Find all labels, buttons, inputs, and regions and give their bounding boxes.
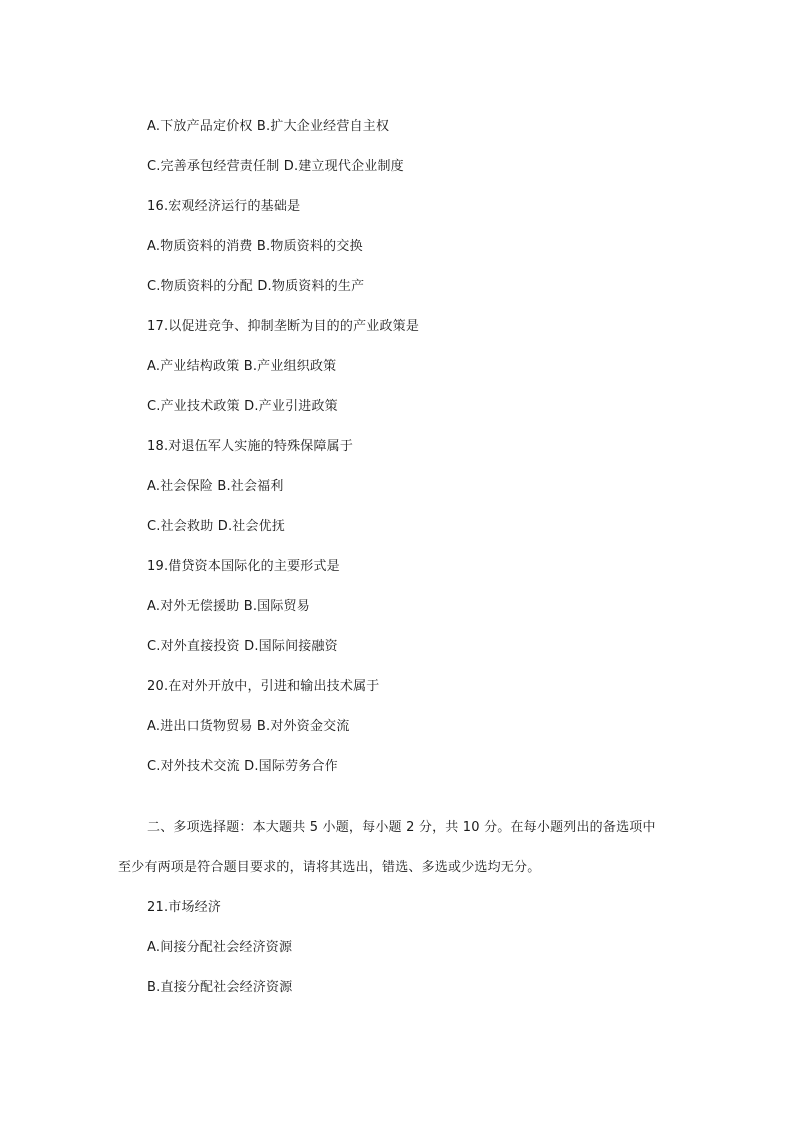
q17-stem: 17.以促进竞争、抑制垄断为目的的产业政策是 (147, 319, 420, 334)
q20-stem: 20.在对外开放中，引进和输出技术属于 (147, 679, 380, 694)
q18-stem: 18.对退伍军人实施的特殊保障属于 (147, 439, 354, 454)
q19-stem: 19.借贷资本国际化的主要形式是 (147, 559, 340, 574)
q19-options-ab: A.对外无偿援助 B.国际贸易 (147, 599, 310, 614)
q15-options-cd: C.完善承包经营责任制 D.建立现代企业制度 (147, 159, 404, 174)
q19-options-cd: C.对外直接投资 D.国际间接融资 (147, 639, 338, 654)
q21-option-a: A.间接分配社会经济资源 (147, 940, 293, 955)
q16-options-ab: A.物质资料的消费 B.物质资料的交换 (147, 239, 363, 254)
q18-options-cd: C.社会救助 D.社会优抚 (147, 519, 286, 534)
section2-heading-line2: 至少有两项是符合题目要求的，请将其选出，错选、多选或少选均无分。 (118, 860, 541, 875)
q17-options-cd: C.产业技术政策 D.产业引进政策 (147, 399, 338, 414)
q15-options-ab: A.下放产品定价权 B.扩大企业经营自主权 (147, 119, 390, 134)
q17-options-ab: A.产业结构政策 B.产业组织政策 (147, 359, 337, 374)
q16-options-cd: C.物质资料的分配 D.物质资料的生产 (147, 279, 365, 294)
q16-stem: 16.宏观经济运行的基础是 (147, 199, 301, 214)
q21-option-b: B.直接分配社会经济资源 (147, 980, 293, 995)
q18-options-ab: A.社会保险 B.社会福利 (147, 479, 284, 494)
section2-heading-text: 二、多项选择题：本大题共 5 小题，每小题 2 分，共 10 分。在每小题列出的备选项中 (147, 820, 656, 835)
q20-options-ab: A.进出口货物贸易 B.对外资金交流 (147, 719, 350, 734)
q20-options-cd: C.对外技术交流 D.国际劳务合作 (147, 759, 338, 774)
q21-stem: 21.市场经济 (147, 900, 222, 915)
section2-heading-line1 (118, 819, 678, 837)
